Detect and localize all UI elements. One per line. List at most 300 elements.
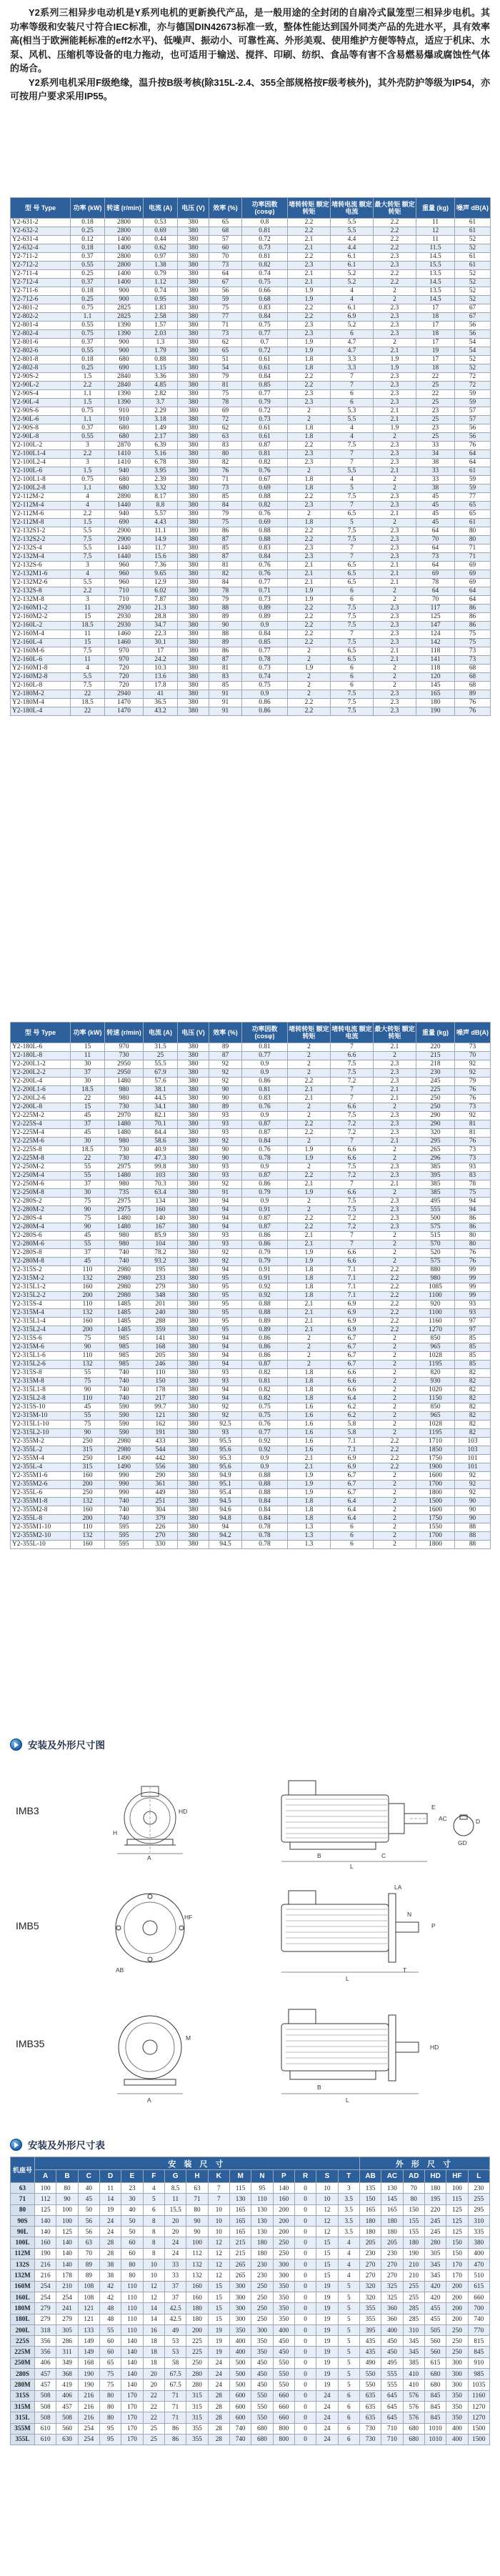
dim-column-header: C: [78, 2170, 99, 2183]
dim-value-cell: 168: [78, 2357, 99, 2368]
dim-value-cell: 4: [338, 2248, 359, 2259]
table-row: [11, 1446, 491, 1455]
value-cell: 56: [209, 287, 242, 296]
value-cell: 2: [374, 1361, 416, 1369]
model-cell: Y2-355M-4: [11, 1455, 71, 1463]
value-cell: 75: [71, 1215, 105, 1223]
value-cell: 86: [455, 605, 491, 613]
model-cell: Y2-132M2-6: [11, 579, 71, 587]
value-cell: 2.3: [374, 527, 416, 536]
value-cell: 0.73: [242, 416, 288, 424]
value-cell: 75: [455, 1189, 491, 1198]
dim-value-cell: 285: [403, 2303, 424, 2314]
frame-cell: 225M: [11, 2347, 35, 2357]
value-cell: 449: [144, 1489, 178, 1498]
value-cell: 85: [455, 1361, 491, 1369]
value-cell: 160: [71, 1472, 105, 1481]
dim-value-cell: 42.5: [164, 2314, 186, 2324]
value-cell: 18.5: [71, 699, 105, 707]
value-cell: 2.2: [288, 253, 331, 262]
dim-value-cell: 149: [78, 2336, 99, 2347]
value-cell: 14.5: [416, 253, 455, 262]
value-cell: 1390: [105, 390, 144, 399]
value-cell: 2890: [105, 493, 144, 502]
dim-value-cell: 0: [294, 2324, 316, 2335]
value-cell: 495: [416, 1198, 455, 1206]
value-cell: 1390: [105, 330, 144, 339]
value-cell: 92: [455, 1489, 491, 1498]
dim-value-cell: 40: [121, 2204, 143, 2215]
value-cell: 145: [416, 682, 455, 690]
value-cell: 2800: [105, 262, 144, 270]
dim-table-row: [11, 2183, 490, 2194]
value-cell: 1.9: [288, 1189, 331, 1198]
value-cell: 2.2: [288, 639, 331, 647]
value-cell: 59: [209, 296, 242, 304]
dim-value-cell: 165: [229, 2204, 251, 2215]
value-cell: 52: [455, 296, 491, 304]
value-cell: 0.88: [242, 493, 288, 502]
dim-value-cell: 345: [424, 2259, 446, 2270]
dim-value-cell: 160: [186, 2281, 208, 2292]
value-cell: 7.5: [331, 1206, 374, 1215]
value-cell: 76: [455, 442, 491, 450]
value-cell: 0.82: [242, 502, 288, 510]
value-cell: 380: [178, 244, 209, 253]
value-cell: 81: [455, 1120, 491, 1129]
value-cell: 92.5: [209, 1421, 242, 1429]
value-cell: 52: [455, 364, 491, 373]
value-cell: 2: [374, 433, 416, 442]
value-cell: 64: [455, 587, 491, 596]
value-cell: 7.5: [331, 527, 374, 536]
table-row: [11, 1112, 491, 1120]
value-cell: 0.77: [242, 647, 288, 656]
value-cell: 2.1: [288, 1301, 331, 1309]
value-cell: 45: [71, 1129, 105, 1138]
value-cell: 6.1: [331, 304, 374, 313]
dim-value-cell: 6: [143, 2204, 164, 2215]
value-cell: 315: [71, 1463, 105, 1472]
model-cell: Y2-90S-8: [11, 424, 71, 433]
value-cell: 380: [178, 562, 209, 570]
value-cell: 54: [209, 364, 242, 373]
value-cell: 240: [144, 1309, 178, 1318]
value-cell: 55: [71, 1412, 105, 1421]
value-cell: 2: [374, 296, 416, 304]
value-cell: 6: [331, 673, 374, 682]
value-cell: 960: [105, 562, 144, 570]
value-cell: 1.6: [288, 1446, 331, 1455]
column-header: 重量 (kg): [416, 1023, 455, 1043]
column-header: 堵转转矩 额定转矩: [288, 1023, 331, 1043]
value-cell: 380: [178, 1206, 209, 1215]
dim-value-cell: 615: [468, 2281, 489, 2292]
svg-text:B: B: [317, 2084, 321, 2091]
value-cell: 0.75: [71, 330, 105, 339]
value-cell: 2840: [105, 382, 144, 390]
value-cell: 4: [71, 570, 105, 579]
value-cell: 92: [209, 1403, 242, 1412]
value-cell: 55: [71, 1172, 105, 1180]
value-cell: 304: [144, 1506, 178, 1515]
value-cell: 90: [209, 1095, 242, 1103]
value-cell: 0.79: [242, 399, 288, 407]
value-cell: 7.5: [71, 647, 105, 656]
value-cell: 1.49: [144, 424, 178, 433]
dim-value-cell: 80: [56, 2183, 78, 2194]
value-cell: 680: [105, 424, 144, 433]
dim-value-cell: 600: [229, 2401, 251, 2412]
value-cell: 86: [455, 622, 491, 630]
value-cell: 0.76: [242, 1146, 288, 1155]
value-cell: 1.8: [288, 484, 331, 493]
value-cell: 1480: [105, 1215, 144, 1223]
dim-value-cell: 133: [78, 2324, 99, 2335]
value-cell: 6.7: [331, 1489, 374, 1498]
value-cell: 1600: [416, 1472, 455, 1481]
value-cell: 2.2: [288, 605, 331, 613]
label-imb3: IMB3: [16, 1805, 39, 1816]
value-cell: 0.92: [242, 1283, 288, 1292]
value-cell: 740: [105, 1395, 144, 1403]
value-cell: 1.9: [288, 1472, 331, 1481]
table-row: [11, 1043, 491, 1052]
value-cell: 380: [178, 1103, 209, 1112]
value-cell: 2: [288, 682, 331, 690]
dim-value-cell: 230: [468, 2183, 489, 2194]
value-cell: 1390: [105, 399, 144, 407]
value-cell: 990: [105, 1472, 144, 1481]
value-cell: 0.72: [242, 236, 288, 244]
dim-value-cell: 500: [229, 2357, 251, 2368]
dim-value-cell: 190: [78, 2379, 99, 2390]
value-cell: 64: [416, 527, 455, 536]
dim-value-cell: 610: [35, 2423, 56, 2434]
value-cell: 76: [455, 1249, 491, 1258]
value-cell: 690: [105, 519, 144, 527]
value-cell: 2.3: [374, 1069, 416, 1078]
dim-value-cell: 254: [35, 2281, 56, 2292]
dim-value-cell: 60: [99, 2336, 121, 2347]
value-cell: 88: [455, 1532, 491, 1541]
value-cell: 7.5: [331, 699, 374, 707]
value-cell: 1485: [105, 1301, 144, 1309]
model-cell: Y2-631-2: [11, 219, 71, 227]
value-cell: 220: [416, 1043, 455, 1052]
value-cell: 63: [209, 433, 242, 442]
value-cell: 6.9: [331, 1301, 374, 1309]
value-cell: 2.3: [374, 322, 416, 330]
value-cell: 6.9: [331, 313, 374, 322]
table-row: [11, 1215, 491, 1223]
value-cell: 590: [105, 1421, 144, 1429]
value-cell: 84: [209, 502, 242, 510]
value-cell: 2.1: [374, 562, 416, 570]
value-cell: 94: [209, 1215, 242, 1223]
dim-value-cell: 250: [446, 2347, 468, 2357]
table-row: [11, 1532, 491, 1541]
table-row: [11, 1069, 491, 1078]
value-cell: 7: [331, 1240, 374, 1249]
value-cell: 3.36: [144, 373, 178, 382]
value-cell: 93: [209, 1378, 242, 1386]
dim-value-cell: 5: [338, 2336, 359, 2347]
dim-value-cell: 200: [273, 2204, 294, 2215]
value-cell: 0.53: [144, 219, 178, 227]
value-cell: 0.76: [242, 562, 288, 570]
dim-value-cell: 130: [381, 2183, 403, 2194]
value-cell: 73: [416, 553, 455, 562]
frame-cell: 71: [11, 2194, 35, 2204]
value-cell: 279: [144, 1283, 178, 1292]
dim-value-cell: 279: [35, 2314, 56, 2324]
model-cell: Y2-160L-8: [11, 682, 71, 690]
value-cell: 118: [416, 647, 455, 656]
value-cell: 6: [331, 390, 374, 399]
table-row: [11, 227, 491, 236]
dim-value-cell: 350: [446, 2412, 468, 2423]
dim-value-cell: 205: [359, 2237, 381, 2248]
dim-value-cell: 14: [143, 2303, 164, 2314]
value-cell: 0.87: [242, 1223, 288, 1232]
value-cell: 380: [178, 262, 209, 270]
value-cell: 6: [331, 665, 374, 673]
dim-column-header: K: [208, 2170, 229, 2183]
drawings-title: 安装及外形尺寸图: [28, 1740, 105, 1751]
dim-value-cell: 457: [35, 2369, 56, 2379]
model-cell: Y2-100L-2: [11, 442, 71, 450]
table-row: [11, 1463, 491, 1472]
value-cell: 90: [209, 1155, 242, 1163]
dim-table-row: [11, 2369, 490, 2379]
value-cell: 0.79: [242, 1189, 288, 1198]
value-cell: 1.5: [71, 519, 105, 527]
value-cell: 72: [455, 382, 491, 390]
dim-value-cell: 315: [186, 2390, 208, 2401]
value-cell: 76: [209, 467, 242, 476]
value-cell: 1480: [105, 1223, 144, 1232]
dim-value-cell: 320: [359, 2292, 381, 2302]
value-cell: 94: [209, 1335, 242, 1343]
dim-value-cell: 4: [338, 2259, 359, 2270]
value-cell: 90: [209, 1086, 242, 1095]
value-cell: 520: [416, 1249, 455, 1258]
model-cell: Y2-315S-6: [11, 1335, 71, 1343]
dim-value-cell: 19: [208, 2347, 229, 2357]
frame-cell: 315M: [11, 2401, 35, 2412]
dim-value-cell: 19: [99, 2204, 121, 2215]
value-cell: 150: [144, 1378, 178, 1386]
model-cell: Y2-315M-4: [11, 1309, 71, 1318]
value-cell: 380: [178, 1095, 209, 1103]
value-cell: 1.8: [288, 364, 331, 373]
dim-value-cell: 200: [446, 2303, 468, 2314]
model-cell: Y2-355M1-8: [11, 1498, 71, 1506]
value-cell: 2: [374, 287, 416, 296]
dim-value-cell: 18: [143, 2336, 164, 2347]
value-cell: 7.2: [331, 1120, 374, 1129]
value-cell: 2.2: [288, 219, 331, 227]
dim-value-cell: 80: [121, 2259, 143, 2270]
value-cell: 7.2: [331, 1223, 374, 1232]
dim-value-cell: 450: [251, 2369, 273, 2379]
value-cell: 37: [71, 1069, 105, 1078]
value-cell: 2800: [105, 253, 144, 262]
value-cell: 395: [416, 1172, 455, 1180]
dim-value-cell: 24: [316, 2434, 338, 2445]
dim-value-cell: 680: [403, 2423, 424, 2434]
table-row: [11, 1352, 491, 1361]
dim-value-cell: 350: [446, 2401, 468, 2412]
dim-table-row: [11, 2259, 490, 2270]
table-row: [11, 304, 491, 313]
value-cell: 380: [178, 1386, 209, 1395]
value-cell: 92: [455, 1481, 491, 1489]
value-cell: 0.62: [144, 244, 178, 253]
dim-value-cell: 270: [359, 2270, 381, 2281]
value-cell: 141: [416, 656, 455, 665]
value-cell: 2980: [105, 1292, 144, 1301]
value-cell: 0.74: [144, 287, 178, 296]
value-cell: 985: [105, 1335, 144, 1343]
model-cell: Y2-355M2-6: [11, 1481, 71, 1489]
dim-value-cell: 15: [316, 2259, 338, 2270]
value-cell: 92: [455, 1060, 491, 1069]
value-cell: 1028: [416, 1421, 455, 1429]
dim-value-cell: 660: [468, 2292, 489, 2302]
dim-value-cell: 165: [229, 2215, 251, 2226]
model-cell: Y2-801-8: [11, 356, 71, 364]
dim-value-cell: 125: [35, 2204, 56, 2215]
value-cell: 1390: [105, 322, 144, 330]
value-cell: 985: [105, 1361, 144, 1369]
model-cell: Y2-250M-6: [11, 1180, 71, 1189]
value-cell: 45: [416, 510, 455, 519]
value-cell: 2: [288, 1069, 331, 1078]
dim-value-cell: 550: [251, 2390, 273, 2401]
value-cell: 132: [71, 1361, 105, 1369]
value-cell: 2.3: [374, 1112, 416, 1120]
model-cell: Y2-315L2-2: [11, 1292, 71, 1301]
value-cell: 99.8: [144, 1163, 178, 1172]
value-cell: 99: [455, 1266, 491, 1275]
dim-value-cell: 345: [403, 2336, 424, 2347]
dim-value-cell: 170: [121, 2401, 143, 2412]
value-cell: 0.91: [242, 1266, 288, 1275]
dim-value-cell: 457: [35, 2379, 56, 2390]
table-row: [11, 510, 491, 519]
dim-value-cell: 560: [424, 2336, 446, 2347]
dim-value-cell: 15: [208, 2314, 229, 2324]
dim-value-cell: 380: [468, 2237, 489, 2248]
model-cell: Y2-225M-2: [11, 1112, 71, 1120]
dim-value-cell: 28: [99, 2248, 121, 2259]
value-cell: 2.1: [288, 1240, 331, 1249]
dim-value-cell: 58: [164, 2357, 186, 2368]
table-row: [11, 682, 491, 690]
dim-value-cell: 576: [403, 2412, 424, 2423]
column-header: 转速 (r/min): [105, 1023, 144, 1043]
value-cell: 6: [331, 1541, 374, 1549]
value-cell: 2: [374, 1421, 416, 1429]
dim-value-cell: 75: [99, 2369, 121, 2379]
value-cell: 380: [178, 1223, 209, 1232]
model-cell: Y2-315L1-8: [11, 1386, 71, 1395]
value-cell: 6.4: [331, 1498, 374, 1506]
value-cell: 6.6: [331, 1103, 374, 1112]
value-cell: 1.3: [144, 339, 178, 347]
value-cell: 89: [209, 639, 242, 647]
value-cell: 2.1: [288, 236, 331, 244]
column-header: 堵转电流 额定电流: [331, 1023, 374, 1043]
value-cell: 2: [288, 416, 331, 424]
value-cell: 2: [374, 596, 416, 605]
dim-value-cell: 450: [381, 2336, 403, 2347]
dim-value-cell: 400: [273, 2324, 294, 2335]
value-cell: 1.8: [288, 1266, 331, 1275]
dim-value-cell: 12: [143, 2281, 164, 2292]
value-cell: 92: [209, 1078, 242, 1086]
value-cell: 110: [144, 1369, 178, 1378]
value-cell: 380: [178, 476, 209, 484]
dim-value-cell: 457: [56, 2401, 78, 2412]
table-row: [11, 1498, 491, 1506]
value-cell: 52: [455, 270, 491, 279]
value-cell: 380: [178, 502, 209, 510]
value-cell: 2.2: [288, 313, 331, 322]
value-cell: 79: [209, 596, 242, 605]
dim-value-cell: 15.5: [164, 2204, 186, 2215]
dim-value-cell: 140: [121, 2379, 143, 2390]
table-row: [11, 1292, 491, 1301]
dim-value-cell: 53: [164, 2347, 186, 2357]
value-cell: 0.81: [242, 1378, 288, 1386]
dim-value-cell: 75: [99, 2379, 121, 2390]
model-cell: Y2-180L-6: [11, 1043, 71, 1052]
dim-value-cell: 18: [143, 2347, 164, 2357]
value-cell: 380: [178, 364, 209, 373]
table-row: [11, 605, 491, 613]
value-cell: 94: [455, 1198, 491, 1206]
dim-column-header: R: [294, 2170, 316, 2183]
dim-value-cell: 10: [143, 2270, 164, 2281]
value-cell: 2.2: [288, 622, 331, 630]
value-cell: 1800: [416, 1541, 455, 1549]
imb5-side-view: [281, 1884, 436, 1982]
value-cell: 1.8: [288, 1275, 331, 1283]
model-cell: Y2-315S-4: [11, 1301, 71, 1309]
value-cell: 380: [178, 1172, 209, 1180]
value-cell: 1400: [105, 236, 144, 244]
dim-value-cell: 3.5: [338, 2204, 359, 2215]
value-cell: 47.3: [144, 1155, 178, 1163]
value-cell: 1440: [105, 544, 144, 553]
frame-cell: 132M: [11, 2270, 35, 2281]
value-cell: 2.3: [374, 502, 416, 510]
dim-value-cell: 216: [78, 2401, 99, 2412]
value-cell: 380: [178, 1506, 209, 1515]
value-cell: 0.82: [242, 1369, 288, 1378]
value-cell: 380: [178, 313, 209, 322]
dim-value-cell: 25: [143, 2434, 164, 2445]
value-cell: 2: [288, 1361, 331, 1369]
value-cell: 320: [416, 1129, 455, 1138]
dim-table-row: [11, 2423, 490, 2434]
table-row: [11, 347, 491, 356]
value-cell: 1470: [105, 707, 144, 716]
value-cell: 361: [144, 1481, 178, 1489]
